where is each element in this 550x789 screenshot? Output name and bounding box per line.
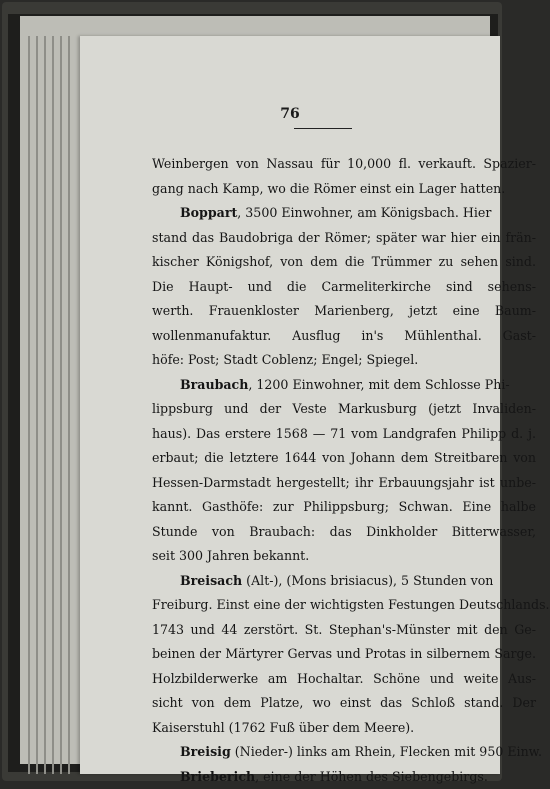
line-text: gang nach Kamp, wo die Römer einst ein Lager hatten. [152, 177, 505, 202]
text-line [152, 250, 536, 275]
text-line [152, 740, 536, 765]
entry-heading: Braubach [180, 373, 248, 398]
text-line [152, 544, 536, 569]
line-text: beinen der Märtyrer Gervas und Protas in silbernem Sarge. [152, 642, 536, 667]
line-text: seit 300 Jahren bekannt. [152, 544, 309, 569]
text-line [152, 765, 536, 789]
entry-heading: Boppart [180, 201, 237, 226]
line-text: Kaiserstuhl (1762 Fuß über dem Meere). [152, 716, 414, 741]
text-line [152, 569, 536, 594]
header-rule [294, 128, 352, 129]
line-text: lippsburg und der Veste Markusburg (jetzt Invaliden- [152, 397, 536, 422]
entry-heading: Brieberich [180, 765, 255, 789]
line-text: kischer Königshof, von dem die Trümmer zu sehen sind. [152, 250, 536, 275]
text-line [152, 373, 536, 398]
line-text: , 1200 Einwohner, mit dem Schlosse Phi- [248, 373, 509, 398]
line-text: erbaut; die letztere 1644 von Johann dem Streitbaren von [152, 446, 536, 471]
line-text: höfe: Post; Stadt Coblenz; Engel; Spiegel. [152, 348, 418, 373]
text-line [152, 471, 536, 496]
text-line [152, 593, 536, 618]
line-text: , 3500 Einwohner, am Königsbach. Hier [237, 201, 491, 226]
text-line [152, 667, 536, 692]
line-text: Stunde von Braubach: das Dinkholder Bitterwasser, [152, 520, 536, 545]
page [80, 36, 500, 774]
line-text: (Nieder-) links am Rhein, Flecken mit 950 Einw. [231, 740, 542, 765]
line-text: werth. Frauenkloster Marienberg, jetzt eine Baum- [152, 299, 536, 324]
line-text: 1743 und 44 zerstört. St. Stephan's-Münster mit den Ge- [152, 618, 536, 643]
line-text: kannt. Gasthöfe: zur Philippsburg; Schwan. Eine halbe [152, 495, 536, 520]
text-line [152, 348, 536, 373]
text-line [152, 226, 536, 251]
page-edge [36, 36, 38, 774]
page-stack [20, 16, 490, 764]
line-text: Die Haupt- und die Carmeliterkirche sind sehens- [152, 275, 536, 300]
line-text: haus). Das erstere 1568 — 71 vom Landgrafen Philipp d. j. [152, 422, 536, 447]
text-line [152, 691, 536, 716]
text-line [152, 642, 536, 667]
text-line [152, 446, 536, 471]
text-line [152, 177, 536, 202]
text-line [152, 152, 536, 177]
page-edge [28, 36, 30, 774]
text-line [152, 520, 536, 545]
line-text: Holzbilderwerke am Hochaltar. Schöne und weite Aus- [152, 667, 536, 692]
line-text: sicht von dem Platze, wo einst das Schloß stand. Der [152, 691, 536, 716]
text-line [152, 716, 536, 741]
text-line [152, 299, 536, 324]
text-line [152, 324, 536, 349]
page-number: 76 [80, 106, 500, 122]
line-text: Weinbergen von Nassau für 10,000 fl. verkauft. Spazier- [152, 152, 536, 177]
text-line [152, 397, 536, 422]
body-text [152, 152, 536, 789]
text-line [152, 422, 536, 447]
page-edge [60, 36, 62, 774]
line-text: Freiburg. Einst eine der wichtigsten Festungen Deutschlands. [152, 593, 536, 618]
text-line [152, 618, 536, 643]
text-line [152, 201, 536, 226]
page-edge [52, 36, 54, 774]
page-edge [68, 36, 70, 774]
line-text: , eine der Höhen des Siebengebirgs. [255, 765, 488, 789]
line-text: Hessen-Darmstadt hergestellt; ihr Erbauungsjahr ist unbe- [152, 471, 536, 496]
page-edge [44, 36, 46, 774]
entry-heading: Breisach [180, 569, 242, 594]
line-text: (Alt-), (Mons brisiacus), 5 Stunden von [242, 569, 493, 594]
line-text: stand das Baudobriga der Römer; später war hier ein frän- [152, 226, 536, 251]
line-text: wollenmanufaktur. Ausflug in's Mühlenthal. Gast- [152, 324, 536, 349]
text-line [152, 495, 536, 520]
text-line [152, 275, 536, 300]
entry-heading: Breisig [180, 740, 231, 765]
